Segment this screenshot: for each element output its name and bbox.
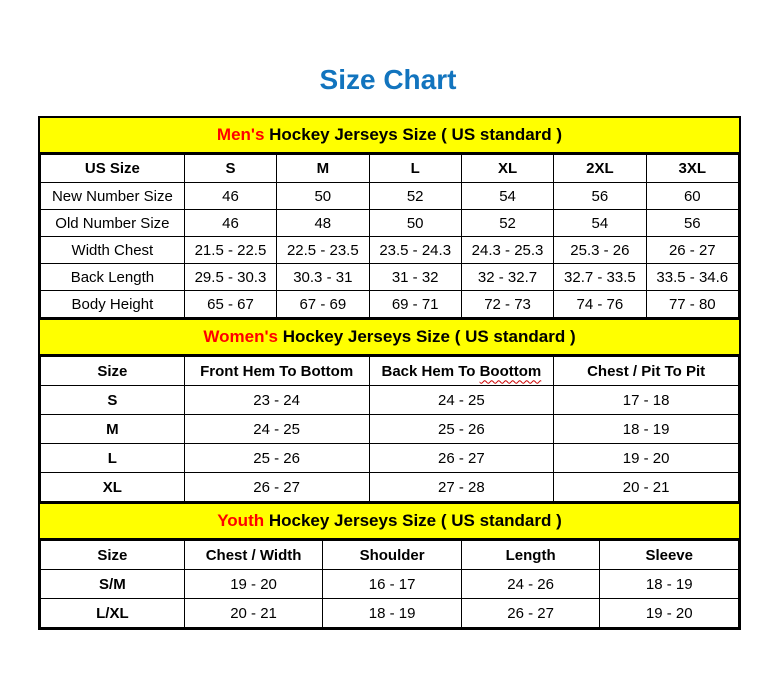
header-row: [41, 357, 739, 386]
size-value: 32.7 - 33.5: [554, 264, 646, 291]
size-value: 18 - 19: [323, 599, 462, 628]
size-value: 17 - 18: [554, 386, 739, 415]
row-label: Back Length: [41, 264, 185, 291]
size-value: 16 - 17: [323, 570, 462, 599]
size-value: 24 - 25: [184, 415, 369, 444]
size-value: 33.5 - 34.6: [646, 264, 738, 291]
row-label: Width Chest: [41, 237, 185, 264]
section-heading-highlight: Youth: [217, 511, 265, 530]
section-heading-highlight: Men's: [216, 125, 265, 144]
size-value: 32 - 32.7: [461, 264, 553, 291]
size-value: 52: [369, 183, 461, 210]
size-value: 18 - 19: [600, 570, 739, 599]
size-value: 56: [646, 210, 738, 237]
column-header: US Size: [41, 155, 185, 183]
size-value: 19 - 20: [600, 599, 739, 628]
size-value: 26 - 27: [369, 444, 554, 473]
size-value: 29.5 - 30.3: [184, 264, 276, 291]
size-value: 60: [646, 183, 738, 210]
size-value: 26 - 27: [646, 237, 738, 264]
column-header: Size: [41, 541, 185, 570]
row-label: L/XL: [41, 599, 185, 628]
table-row: [41, 415, 739, 444]
size-value: 50: [277, 183, 369, 210]
size-value: 23 - 24: [184, 386, 369, 415]
size-value: 18 - 19: [554, 415, 739, 444]
section-heading-rest: Hockey Jerseys Size ( US standard ): [264, 511, 562, 530]
column-header: Length: [461, 541, 600, 570]
size-value: 25 - 26: [369, 415, 554, 444]
table-row: [41, 237, 739, 264]
size-value: 77 - 80: [646, 291, 738, 318]
section-heading-youth: [40, 502, 739, 540]
column-header: Front Hem To Bottom: [184, 357, 369, 386]
size-value: 46: [184, 183, 276, 210]
size-value: 21.5 - 22.5: [184, 237, 276, 264]
size-value: 74 - 76: [554, 291, 646, 318]
size-value: 23.5 - 24.3: [369, 237, 461, 264]
size-value: 26 - 27: [461, 599, 600, 628]
table-row: [41, 210, 739, 237]
size-value: 19 - 20: [184, 570, 323, 599]
row-label: S: [41, 386, 185, 415]
size-value: 54: [554, 210, 646, 237]
column-header: 2XL: [554, 155, 646, 183]
row-label: New Number Size: [41, 183, 185, 210]
size-value: 52: [461, 210, 553, 237]
section-heading-men: [40, 118, 739, 154]
column-header: [369, 357, 554, 386]
size-value: 20 - 21: [554, 473, 739, 502]
column-header-text: Back Hem To: [381, 362, 480, 380]
size-value: 24 - 25: [369, 386, 554, 415]
youth-size-table: [40, 540, 739, 628]
size-chart: [38, 116, 741, 630]
column-header: L: [369, 155, 461, 183]
column-header: Sleeve: [600, 541, 739, 570]
column-header: XL: [461, 155, 553, 183]
table-row: [41, 444, 739, 473]
row-label: Old Number Size: [41, 210, 185, 237]
column-header: Size: [41, 357, 185, 386]
size-value: 26 - 27: [184, 473, 369, 502]
header-row: [41, 155, 739, 183]
section-heading-women: [40, 318, 739, 356]
section-women: [40, 318, 739, 502]
size-value: 54: [461, 183, 553, 210]
section-heading-rest: Hockey Jerseys Size ( US standard ): [264, 125, 563, 144]
column-header: 3XL: [646, 155, 738, 183]
page-title: Size Chart: [319, 64, 457, 95]
size-value: 50: [369, 210, 461, 237]
size-value: 56: [554, 183, 646, 210]
table-row: [41, 386, 739, 415]
size-value: 67 - 69: [277, 291, 369, 318]
header-row: [41, 541, 739, 570]
section-heading-highlight: Women's: [203, 327, 278, 346]
size-value: 65 - 67: [184, 291, 276, 318]
section-youth: [40, 502, 739, 628]
men-size-table: [40, 154, 739, 318]
size-value: 24.3 - 25.3: [461, 237, 553, 264]
table-row: [41, 570, 739, 599]
row-label: S/M: [41, 570, 185, 599]
column-header: Chest / Pit To Pit: [554, 357, 739, 386]
size-value: 72 - 73: [461, 291, 553, 318]
size-value: 30.3 - 31: [277, 264, 369, 291]
table-row: [41, 291, 739, 318]
row-label: Body Height: [41, 291, 185, 318]
size-value: 20 - 21: [184, 599, 323, 628]
size-value: 69 - 71: [369, 291, 461, 318]
size-value: 19 - 20: [554, 444, 739, 473]
size-value: 48: [277, 210, 369, 237]
size-value: 24 - 26: [461, 570, 600, 599]
size-value: 22.5 - 23.5: [277, 237, 369, 264]
size-value: 31 - 32: [369, 264, 461, 291]
size-value: 27 - 28: [369, 473, 554, 502]
column-header: S: [184, 155, 276, 183]
section-men: [40, 118, 739, 318]
row-label: L: [41, 444, 185, 473]
column-header: Shoulder: [323, 541, 462, 570]
row-label: XL: [41, 473, 185, 502]
column-header: Chest / Width: [184, 541, 323, 570]
size-value: 46: [184, 210, 276, 237]
column-header: M: [277, 155, 369, 183]
table-row: [41, 183, 739, 210]
table-row: [41, 264, 739, 291]
row-label: M: [41, 415, 185, 444]
section-heading-rest: Hockey Jerseys Size ( US standard ): [277, 327, 576, 346]
table-row: [41, 599, 739, 628]
table-row: [41, 473, 739, 502]
size-value: 25 - 26: [184, 444, 369, 473]
misspelled-word: Boottom: [479, 362, 542, 380]
size-value: 25.3 - 26: [554, 237, 646, 264]
women-size-table: [40, 356, 739, 502]
